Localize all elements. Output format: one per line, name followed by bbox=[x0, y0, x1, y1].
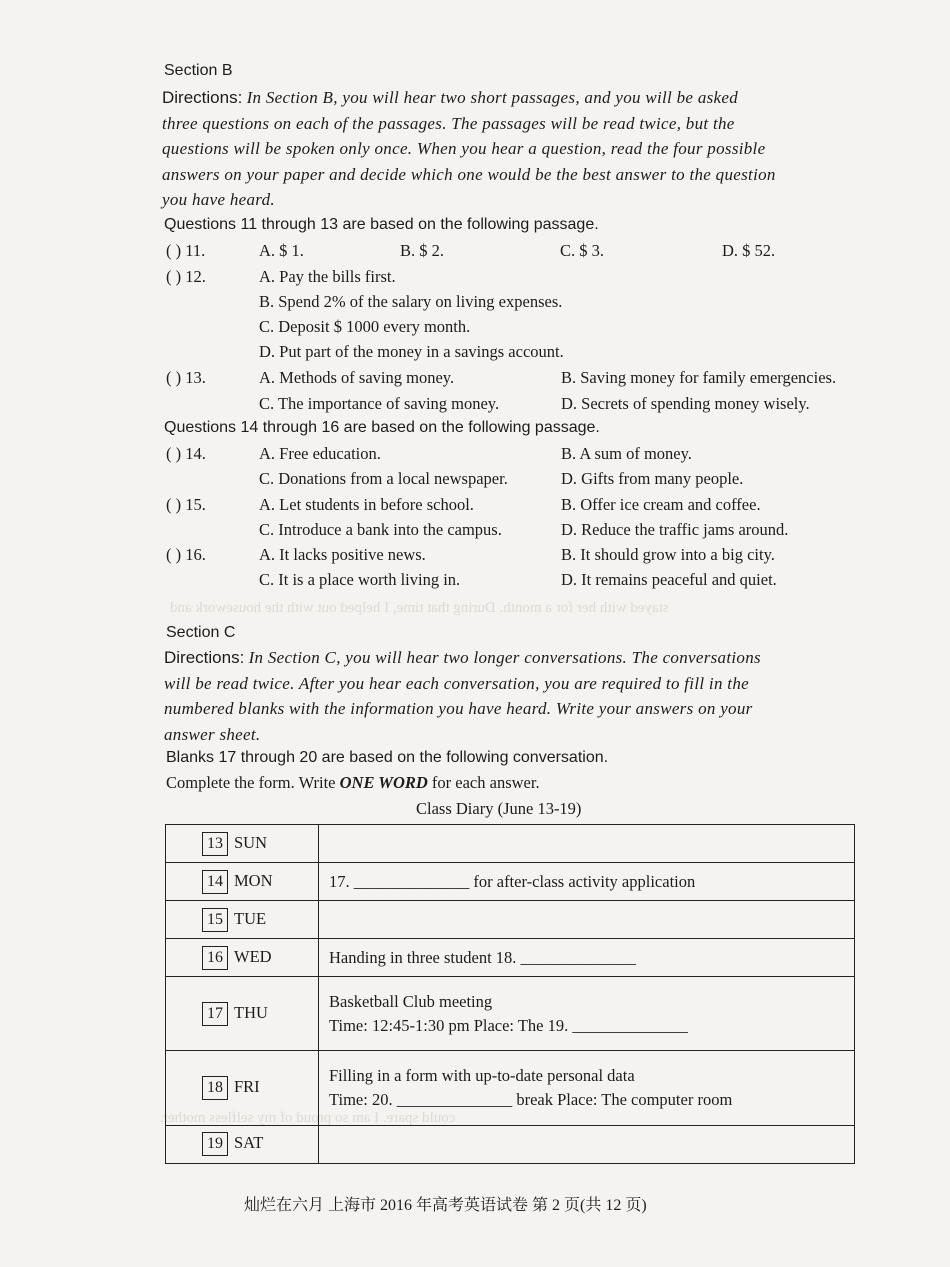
directions-line: answers on your paper and decide which one would be the best answer to the question bbox=[162, 164, 776, 184]
directions-line: In Section C, you will hear two longer conversations. The conversations bbox=[248, 648, 761, 667]
complete-post: for each answer. bbox=[427, 773, 540, 792]
day-number: 19 bbox=[202, 1132, 228, 1156]
q15-option-c[interactable]: C. Introduce a bank into the campus. bbox=[259, 520, 502, 539]
note-cell bbox=[319, 901, 855, 939]
bleed-through: stayed with her for a month. During that time, I helped out with the housework and bbox=[170, 600, 669, 616]
q11-option-c[interactable]: C. $ 3. bbox=[560, 241, 605, 260]
day-name: MON bbox=[234, 870, 273, 890]
q12-number[interactable]: ( ) 12. bbox=[166, 267, 206, 286]
diary-title: Class Diary (June 13-19) bbox=[416, 799, 582, 818]
complete-bold: ONE WORD bbox=[339, 773, 428, 792]
q12-option-b[interactable]: B. Spend 2% of the salary on living expenses. bbox=[259, 292, 563, 311]
day-number: 17 bbox=[202, 1002, 228, 1026]
q15-option-a[interactable]: A. Let students in before school. bbox=[259, 495, 474, 514]
q12-option-c[interactable]: C. Deposit $ 1000 every month. bbox=[259, 317, 471, 336]
q11-option-a[interactable]: A. $ 1. bbox=[259, 241, 304, 260]
note-cell bbox=[319, 825, 855, 863]
blank-20-line[interactable]: Time: 20. ______________ break Place: The computer room bbox=[329, 1090, 733, 1110]
section-b-title: Section B bbox=[164, 62, 233, 79]
section-c-title: Section C bbox=[166, 624, 236, 641]
q13-option-b[interactable]: B. Saving money for family emergencies. bbox=[561, 368, 837, 387]
q13-option-a[interactable]: A. Methods of saving money. bbox=[259, 368, 455, 387]
table-row bbox=[166, 977, 855, 1051]
q15-option-d[interactable]: D. Reduce the traffic jams around. bbox=[561, 520, 789, 539]
q11-number[interactable]: ( ) 11. bbox=[166, 241, 206, 260]
day-number: 15 bbox=[202, 908, 228, 932]
q16-option-a[interactable]: A. It lacks positive news. bbox=[259, 545, 426, 564]
note-cell bbox=[319, 939, 855, 977]
day-name: SAT bbox=[234, 1133, 264, 1153]
day-name: SUN bbox=[234, 832, 268, 852]
q16-option-c[interactable]: C. It is a place worth living in. bbox=[259, 570, 461, 589]
directions-line: answer sheet. bbox=[164, 724, 261, 744]
q14-option-b[interactable]: B. A sum of money. bbox=[561, 444, 692, 463]
day-cell bbox=[166, 977, 319, 1051]
section-b-directions bbox=[162, 85, 882, 213]
day-number: 18 bbox=[202, 1076, 228, 1100]
blank-18-line[interactable]: Handing in three student 18. ______________ bbox=[329, 947, 637, 967]
day-cell bbox=[166, 1051, 319, 1125]
note-cell bbox=[319, 1125, 855, 1163]
q13-option-c[interactable]: C. The importance of saving money. bbox=[259, 394, 500, 413]
day-cell bbox=[166, 825, 319, 863]
page-footer: 灿烂在六月 上海市 2016 年高考英语试卷 第 2 页(共 12 页) bbox=[244, 1197, 647, 1214]
table-row bbox=[166, 825, 855, 863]
day-number: 16 bbox=[202, 946, 228, 970]
class-diary-table bbox=[165, 824, 855, 1164]
q15-option-b[interactable]: B. Offer ice cream and coffee. bbox=[561, 495, 761, 514]
directions-line: three questions on each of the passages. The passages will be read twice, but the bbox=[162, 113, 735, 133]
q16-option-d[interactable]: D. It remains peaceful and quiet. bbox=[561, 570, 777, 589]
day-name: THU bbox=[234, 1002, 268, 1022]
q11-option-d[interactable]: D. $ 52. bbox=[722, 241, 776, 260]
day-number: 13 bbox=[202, 832, 228, 856]
thu-note-line1: Basketball Club meeting bbox=[329, 991, 493, 1011]
q14-option-c[interactable]: C. Donations from a local newspaper. bbox=[259, 469, 508, 488]
directions-line: you have heard. bbox=[162, 190, 275, 209]
note-cell bbox=[319, 977, 855, 1051]
day-cell bbox=[166, 939, 319, 977]
q16-number[interactable]: ( ) 16. bbox=[166, 545, 206, 564]
directions-line: will be read twice. After you hear each conversation, you are required to fill in the bbox=[164, 673, 749, 693]
question-group-head: Questions 14 through 16 are based on the following passage. bbox=[164, 419, 600, 436]
fri-note-line1: Filling in a form with up-to-date personal data bbox=[329, 1066, 635, 1086]
q12-option-a[interactable]: A. Pay the bills first. bbox=[259, 267, 396, 286]
day-cell bbox=[166, 863, 319, 901]
table-row bbox=[166, 901, 855, 939]
directions-line: questions will be spoken only once. When you hear a question, read the four possible bbox=[162, 139, 766, 158]
complete-pre: Complete the form. Write bbox=[166, 773, 340, 792]
blank-19-line[interactable]: Time: 12:45-1:30 pm Place: The 19. ______________ bbox=[329, 1015, 688, 1035]
bleed-through-2: could spare. I am so proud of my selfless mother. bbox=[160, 1110, 456, 1126]
question-group-head: Questions 11 through 13 are based on the following passage. bbox=[164, 216, 599, 233]
q15-number[interactable]: ( ) 15. bbox=[166, 495, 206, 514]
table-row bbox=[166, 939, 855, 977]
table-row bbox=[166, 863, 855, 901]
note-cell bbox=[319, 863, 855, 901]
q13-number[interactable]: ( ) 13. bbox=[166, 368, 206, 387]
directions-label: Directions: bbox=[162, 88, 243, 107]
note-cell bbox=[319, 1051, 855, 1125]
day-cell bbox=[166, 1125, 319, 1163]
directions-line: numbered blanks with the information you have heard. Write your answers on your bbox=[164, 699, 753, 718]
q13-option-d[interactable]: D. Secrets of spending money wisely. bbox=[561, 394, 810, 413]
blanks-head: Blanks 17 through 20 are based on the following conversation. bbox=[166, 749, 609, 766]
directions-line: In Section B, you will hear two short passages, and you will be asked bbox=[246, 88, 739, 107]
table-row bbox=[166, 1125, 855, 1163]
q14-number[interactable]: ( ) 14. bbox=[166, 444, 206, 463]
section-c-directions bbox=[164, 645, 884, 747]
day-name: WED bbox=[234, 946, 272, 966]
blank-17-line[interactable]: 17. ______________ for after-class activity application bbox=[329, 871, 696, 891]
q12-option-d[interactable]: D. Put part of the money in a savings account. bbox=[259, 342, 564, 361]
complete-instruction bbox=[166, 773, 540, 793]
q14-option-a[interactable]: A. Free education. bbox=[259, 444, 381, 463]
q11-option-b[interactable]: B. $ 2. bbox=[400, 241, 445, 260]
day-name: FRI bbox=[234, 1077, 260, 1097]
directions-label: Directions: bbox=[164, 648, 245, 667]
day-number: 14 bbox=[202, 870, 228, 894]
day-name: TUE bbox=[234, 908, 267, 928]
q16-option-b[interactable]: B. It should grow into a big city. bbox=[561, 545, 775, 564]
day-cell bbox=[166, 901, 319, 939]
table-row bbox=[166, 1051, 855, 1125]
q14-option-d[interactable]: D. Gifts from many people. bbox=[561, 469, 744, 488]
